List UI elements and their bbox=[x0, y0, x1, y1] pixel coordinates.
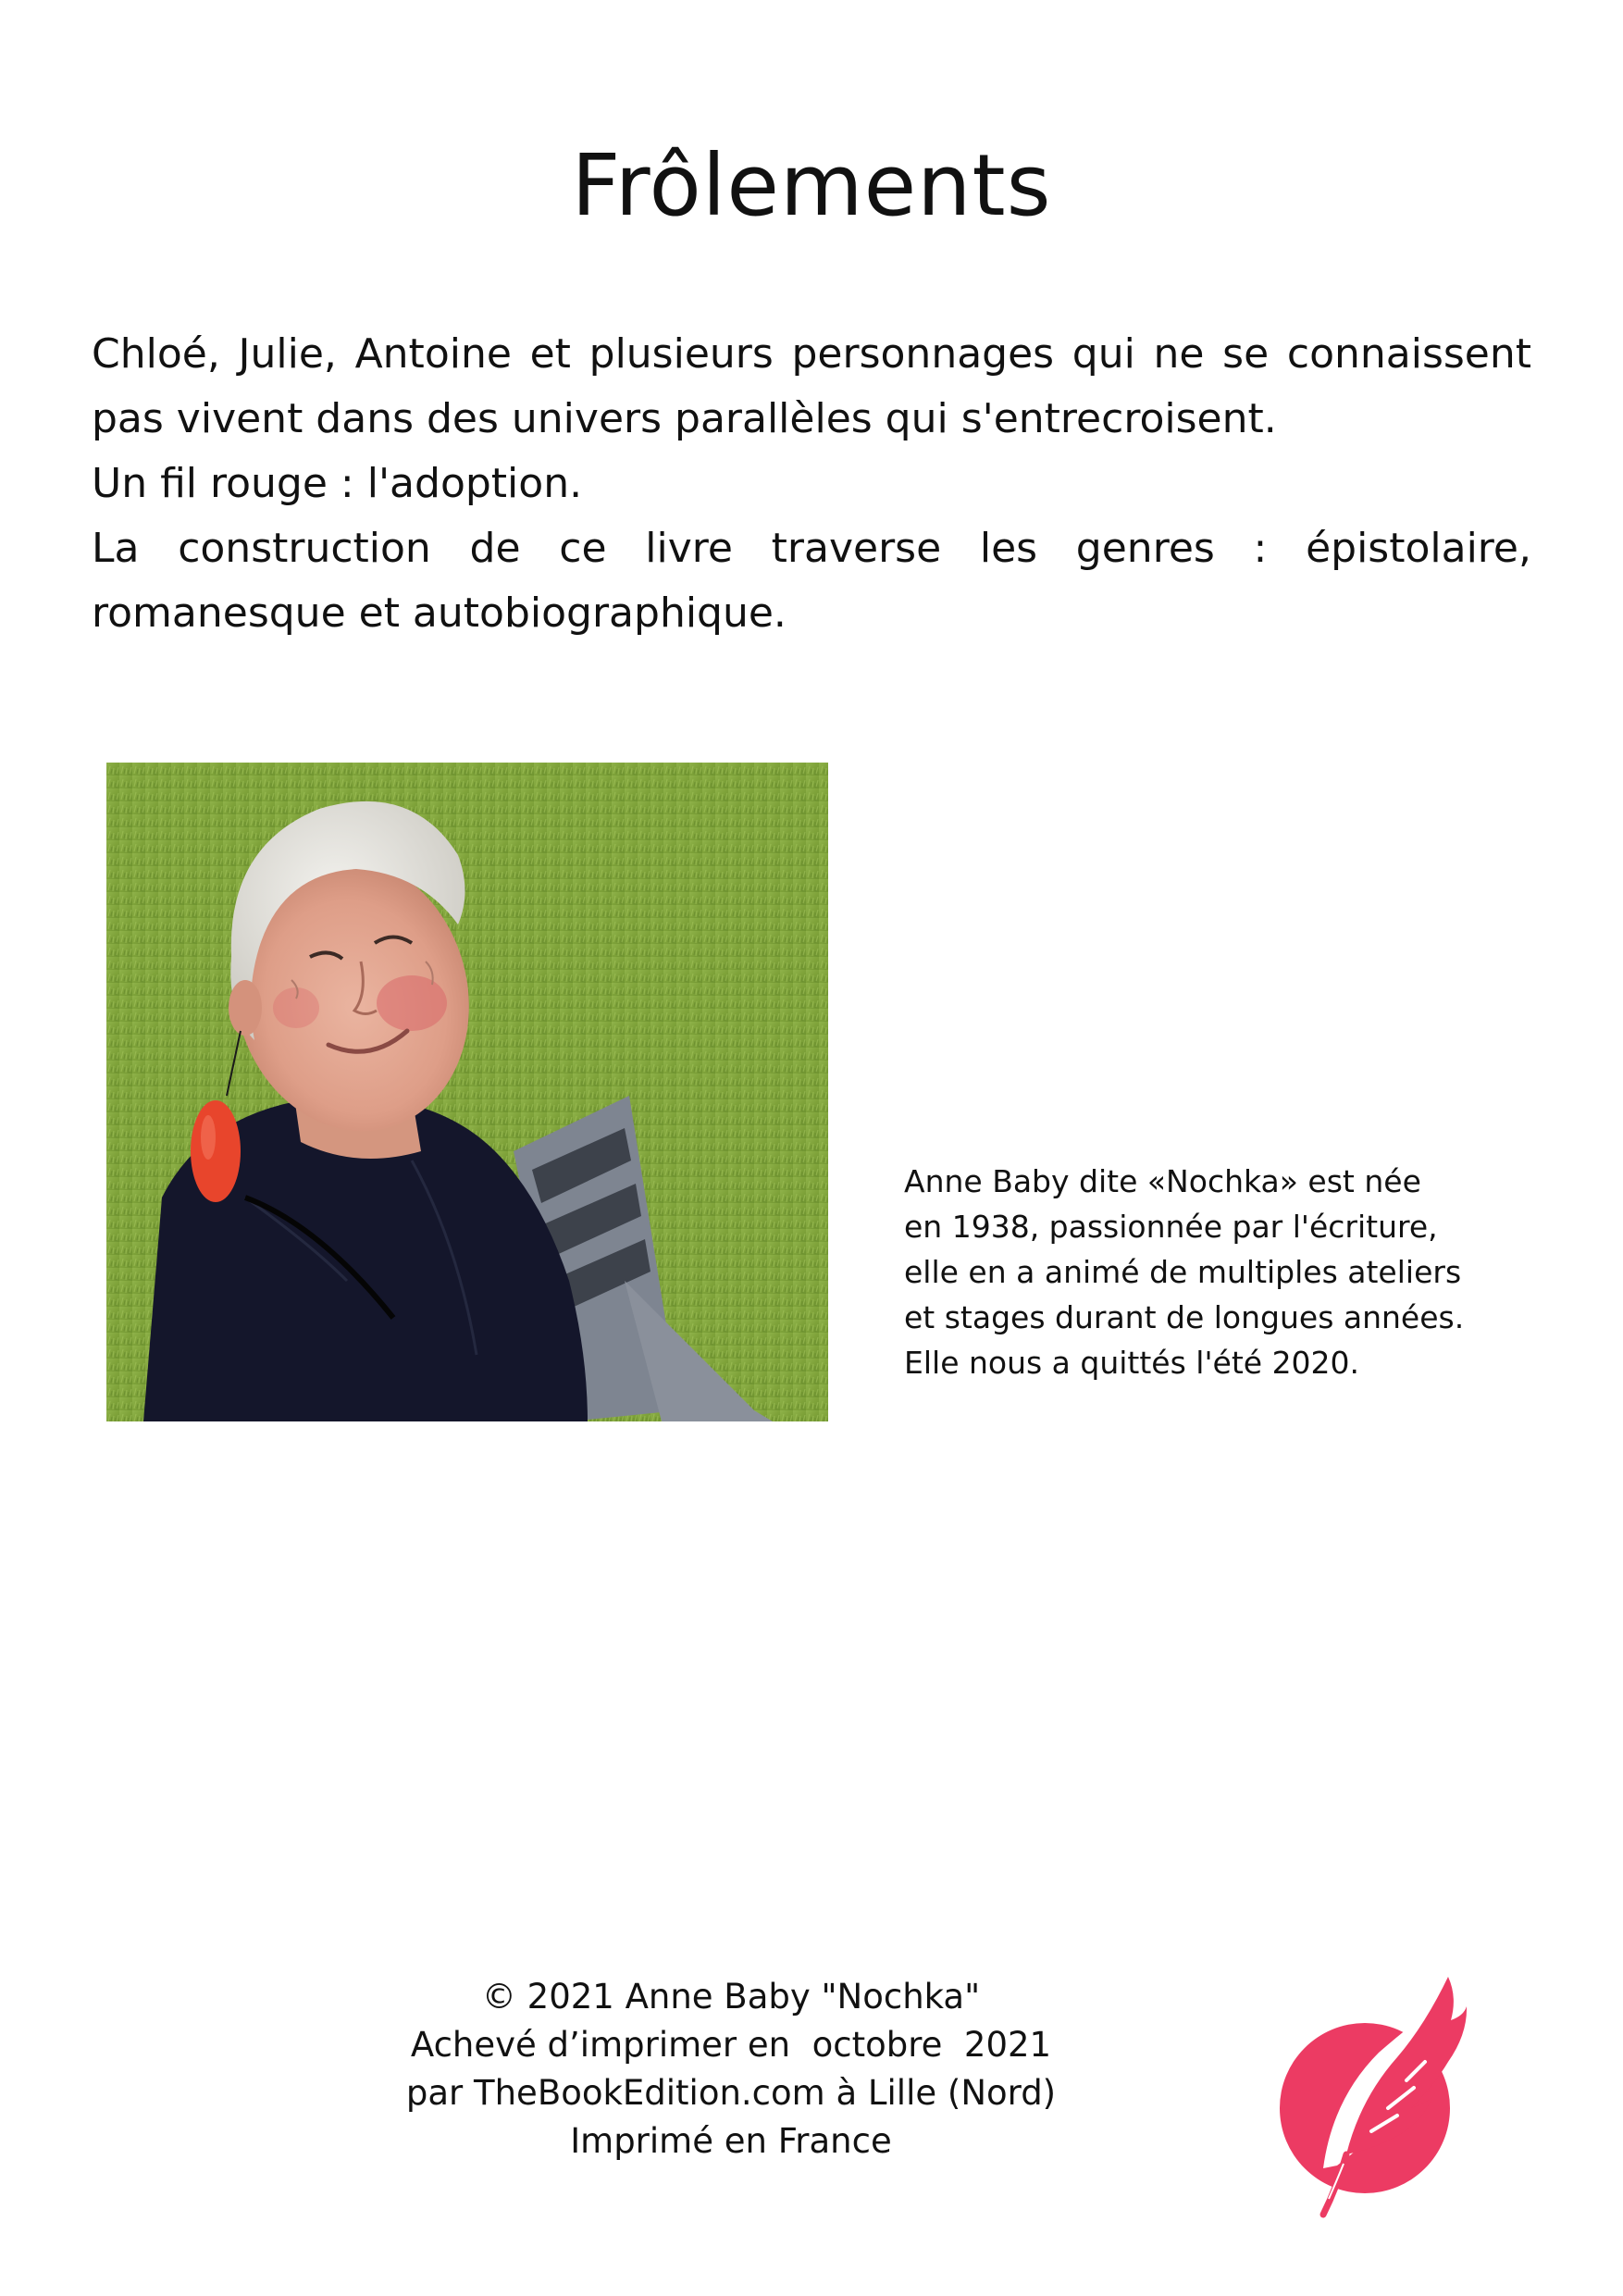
print-date-line: Achevé d’imprimer en octobre 2021 bbox=[410, 2025, 1052, 2065]
book-title: Frôlements bbox=[571, 136, 1052, 235]
country-line: Imprimé en France bbox=[570, 2121, 892, 2161]
colophon bbox=[352, 1973, 1110, 2166]
printer-line: par TheBookEdition.com à Lille (Nord) bbox=[405, 2073, 1057, 2113]
bio-line: Elle nous a quittés l'été 2020. bbox=[904, 1345, 1360, 1381]
bio-line: en 1938, passionnée par l'écriture, bbox=[904, 1209, 1438, 1245]
bio-line: et stages durant de longues années. bbox=[904, 1299, 1465, 1335]
back-cover-summary bbox=[92, 322, 1531, 646]
author-photo bbox=[106, 763, 828, 1421]
bio-line: elle en a animé de multiples ateliers bbox=[904, 1254, 1462, 1290]
summary-paragraph: Un fil rouge : l'adoption. bbox=[92, 460, 583, 507]
copyright-line: © 2021 Anne Baby "Nochka" bbox=[481, 1977, 981, 2017]
feather-quill-logo-icon bbox=[1268, 1969, 1481, 2219]
summary-paragraph: La construction de ce livre traverse les genres : épistolaire, romanesque et autobiographique. bbox=[92, 525, 1531, 637]
bio-line: Anne Baby dite «Nochka» est née bbox=[904, 1163, 1421, 1199]
author-biography bbox=[904, 1159, 1533, 1385]
summary-paragraph: Chloé, Julie, Antoine et plusieurs personnages qui ne se connaissent pas vivent dans des univers parallèles qui s'entrecroisent. bbox=[92, 330, 1531, 442]
